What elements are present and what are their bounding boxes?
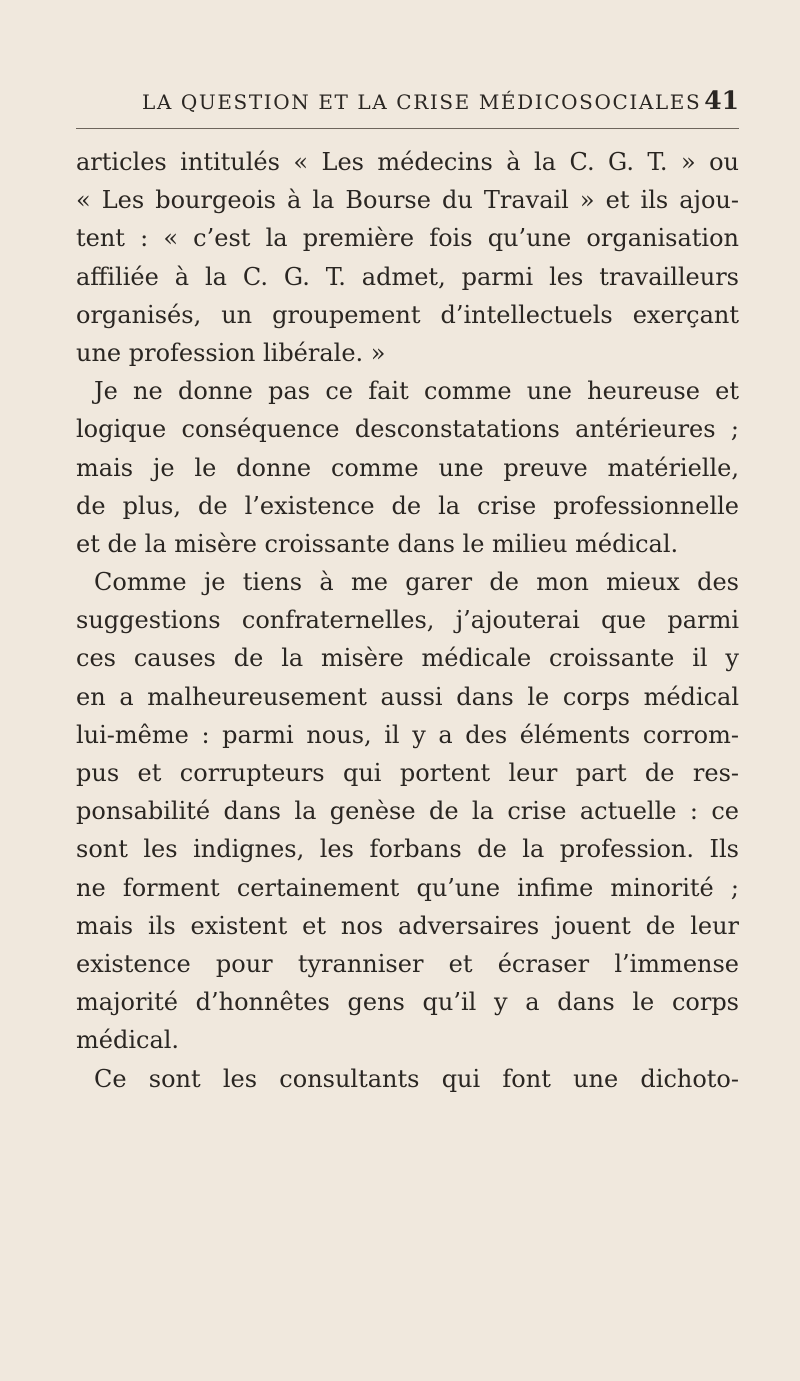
- running-header: [76, 88, 739, 122]
- text-line: de plus, de l’existence de la crise professionnelle: [76, 491, 739, 520]
- text-line: lui-même : parmi nous, il y a des éléments corrom-: [76, 720, 739, 749]
- text-line: mais ils existent et nos adversaires jouent de leur: [76, 911, 739, 940]
- text-line: ponsabilité dans la genèse de la crise actuelle : ce: [76, 797, 739, 826]
- text-line: une profession libérale. »: [76, 338, 386, 367]
- text-line: suggestions confraternelles, j’ajouterai que parmi: [76, 606, 739, 635]
- text-line: existence pour tyranniser et écraser l’immense: [76, 949, 739, 978]
- text-line: affiliée à la C. G. T. admet, parmi les travailleurs: [76, 262, 739, 291]
- text-line: pus et corrupteurs qui portent leur part de res-: [76, 759, 739, 787]
- text-line: sont les indignes, les forbans de la profession. Ils: [76, 835, 739, 864]
- text-line: majorité d’honnêtes gens qu’il y a dans le corps: [76, 988, 739, 1017]
- text-line: ne forment certainement qu’une infime minorité ;: [76, 873, 739, 902]
- text-line: ces causes de la misère médicale croissante il y: [76, 644, 739, 673]
- text-line: médical.: [76, 1026, 180, 1055]
- text-line: articles intitulés « Les médecins à la C. G. T. » ou: [76, 148, 739, 176]
- text-line: en a malheureusement aussi dans le corps médical: [76, 682, 739, 711]
- body-text: [76, 143, 739, 1098]
- text-line: tent : « c’est la première fois qu’une organisation: [76, 224, 739, 253]
- text-line: Comme je tiens à me garer de mon mieux des: [94, 568, 739, 597]
- running-title: LA QUESTION ET LA CRISE MÉDICOSOCIALES: [142, 90, 702, 114]
- text-line: et de la misère croissante dans le milieu médical.: [76, 529, 679, 558]
- page-number: 41: [704, 86, 739, 115]
- text-line: logique conséquence desconstatations antérieures ;: [76, 415, 739, 444]
- header-rule: [76, 128, 739, 129]
- text-line: mais je le donne comme une preuve matérielle,: [76, 453, 739, 482]
- text-line: Ce sont les consultants qui font une dichoto-: [94, 1064, 739, 1093]
- text-line: organisés, un groupement d’intellectuels exerçant: [76, 300, 739, 329]
- text-line: Je ne donne pas ce fait comme une heureuse et: [94, 377, 739, 406]
- text-line: « Les bourgeois à la Bourse du Travail » et ils ajou-: [76, 186, 739, 215]
